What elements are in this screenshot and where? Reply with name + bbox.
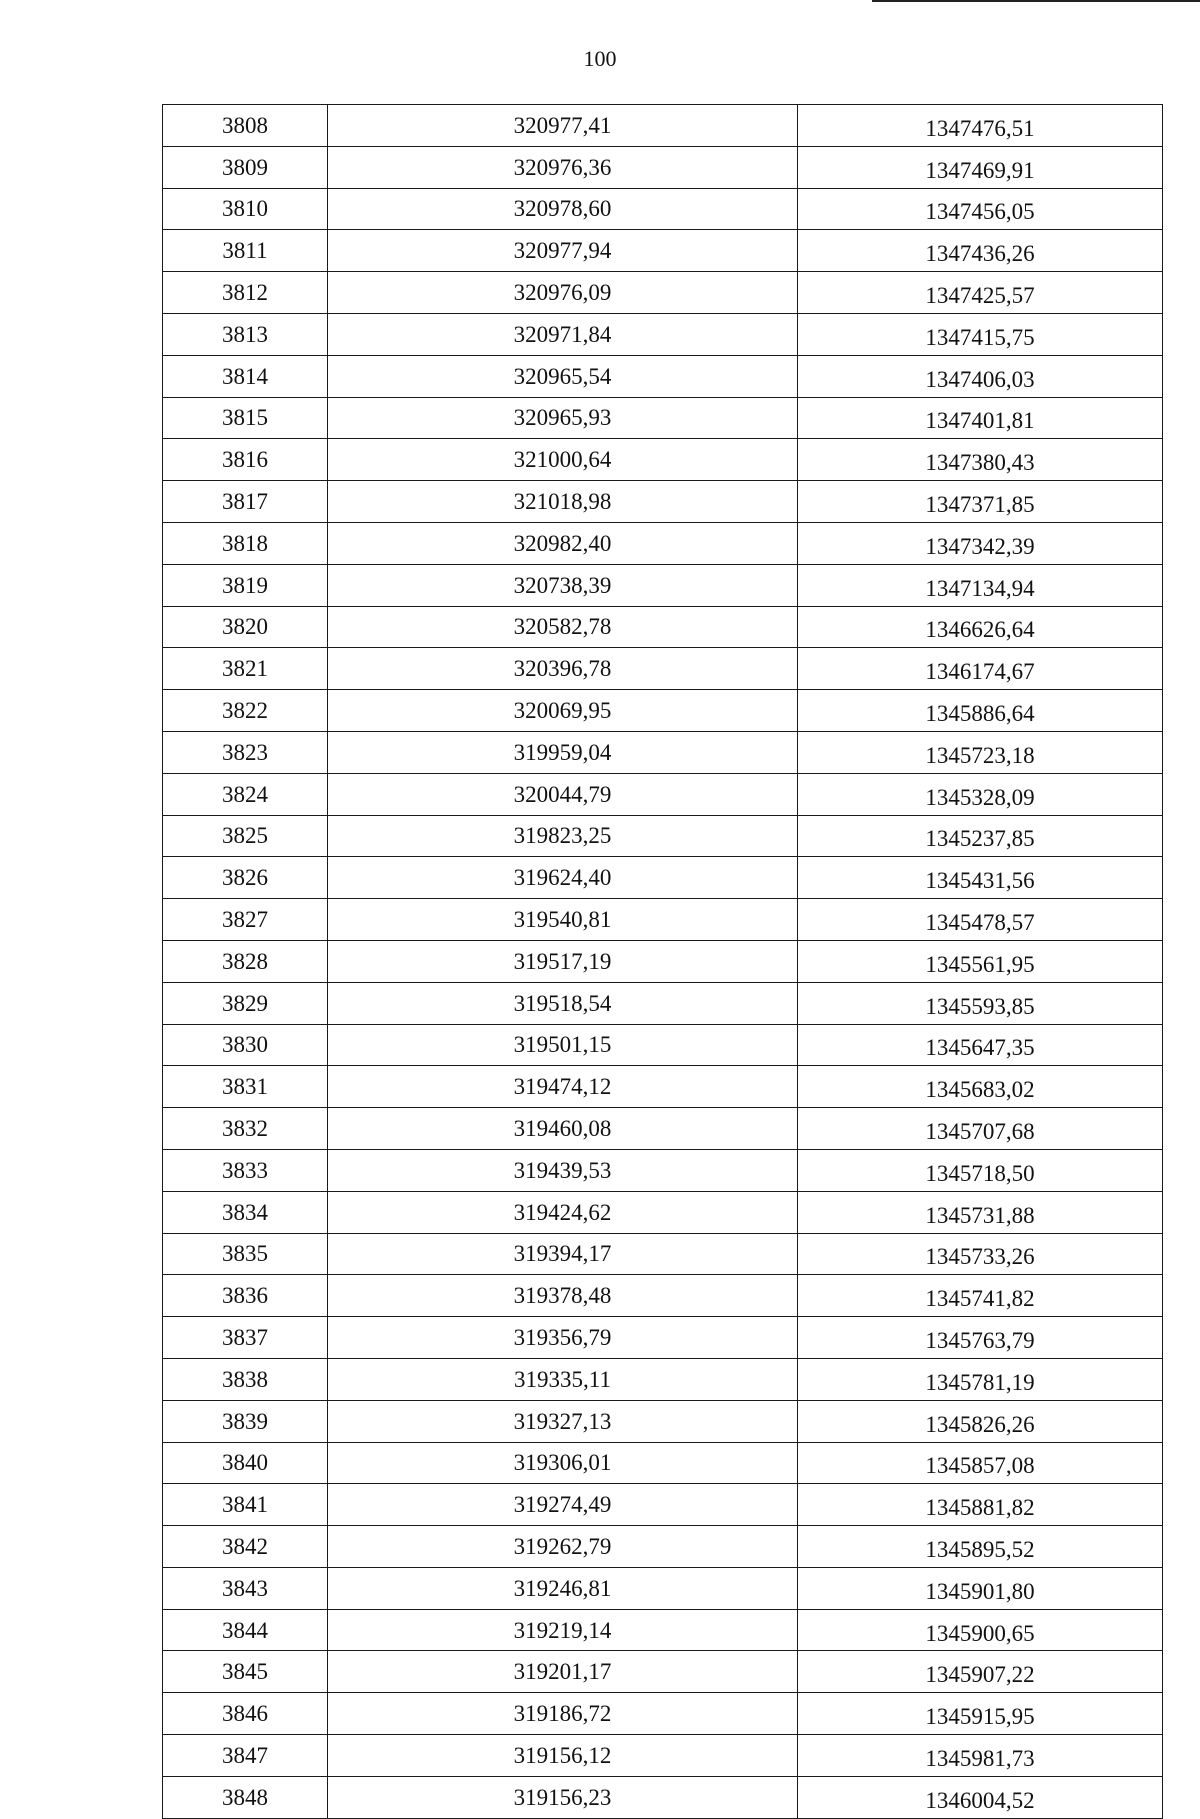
x-coordinate-cell: 319823,25 — [328, 815, 798, 857]
table-row — [163, 731, 1163, 773]
y-coordinate-cell: 1345826,26 — [798, 1400, 1163, 1442]
x-coordinate-cell: 319378,48 — [328, 1275, 798, 1317]
y-coordinate-cell: 1345683,02 — [798, 1066, 1163, 1108]
table-row — [163, 230, 1163, 272]
x-coordinate-cell: 319474,12 — [328, 1066, 798, 1108]
table-row — [163, 606, 1163, 648]
table-row — [163, 313, 1163, 355]
point-number-cell: 3841 — [163, 1484, 328, 1526]
x-coordinate-cell: 319501,15 — [328, 1024, 798, 1066]
point-number-cell: 3827 — [163, 899, 328, 941]
x-coordinate-cell: 319156,23 — [328, 1776, 798, 1818]
y-coordinate-cell: 1345723,18 — [798, 731, 1163, 773]
table-row — [163, 1317, 1163, 1359]
point-number-cell: 3818 — [163, 522, 328, 564]
x-coordinate-cell: 320978,60 — [328, 188, 798, 230]
x-coordinate-cell: 320977,94 — [328, 230, 798, 272]
y-coordinate-cell: 1347406,03 — [798, 355, 1163, 397]
point-number-cell: 3847 — [163, 1735, 328, 1777]
x-coordinate-cell: 320738,39 — [328, 564, 798, 606]
table-row — [163, 815, 1163, 857]
table-row — [163, 1776, 1163, 1818]
point-number-cell: 3837 — [163, 1317, 328, 1359]
table-row — [163, 773, 1163, 815]
x-coordinate-cell: 320971,84 — [328, 313, 798, 355]
x-coordinate-cell: 319517,19 — [328, 940, 798, 982]
table-row — [163, 1149, 1163, 1191]
point-number-cell: 3840 — [163, 1442, 328, 1484]
x-coordinate-cell: 320965,93 — [328, 397, 798, 439]
x-coordinate-cell: 319327,13 — [328, 1400, 798, 1442]
x-coordinate-cell: 319460,08 — [328, 1108, 798, 1150]
table-row — [163, 355, 1163, 397]
y-coordinate-cell: 1347401,81 — [798, 397, 1163, 439]
table-row — [163, 899, 1163, 941]
point-number-cell: 3826 — [163, 857, 328, 899]
x-coordinate-cell: 319356,79 — [328, 1317, 798, 1359]
y-coordinate-cell: 1345900,65 — [798, 1609, 1163, 1651]
table-row — [163, 1609, 1163, 1651]
y-coordinate-cell: 1345733,26 — [798, 1233, 1163, 1275]
point-number-cell: 3839 — [163, 1400, 328, 1442]
y-coordinate-cell: 1345907,22 — [798, 1651, 1163, 1693]
y-coordinate-cell: 1345857,08 — [798, 1442, 1163, 1484]
y-coordinate-cell: 1347371,85 — [798, 481, 1163, 523]
table-row — [163, 1275, 1163, 1317]
point-number-cell: 3833 — [163, 1149, 328, 1191]
x-coordinate-cell: 319306,01 — [328, 1442, 798, 1484]
point-number-cell: 3810 — [163, 188, 328, 230]
table-row — [163, 272, 1163, 314]
point-number-cell: 3831 — [163, 1066, 328, 1108]
y-coordinate-cell: 1346626,64 — [798, 606, 1163, 648]
y-coordinate-cell: 1345731,88 — [798, 1191, 1163, 1233]
point-number-cell: 3843 — [163, 1567, 328, 1609]
x-coordinate-cell: 319394,17 — [328, 1233, 798, 1275]
y-coordinate-cell: 1345647,35 — [798, 1024, 1163, 1066]
y-coordinate-cell: 1346004,52 — [798, 1776, 1163, 1818]
x-coordinate-cell: 319186,72 — [328, 1693, 798, 1735]
page-number: 100 — [583, 46, 617, 71]
y-coordinate-cell: 1347134,94 — [798, 564, 1163, 606]
x-coordinate-cell: 320976,36 — [328, 146, 798, 188]
x-coordinate-cell: 320069,95 — [328, 690, 798, 732]
x-coordinate-cell: 319201,17 — [328, 1651, 798, 1693]
table-row — [163, 1066, 1163, 1108]
point-number-cell: 3813 — [163, 313, 328, 355]
table-row — [163, 1567, 1163, 1609]
x-coordinate-cell: 320965,54 — [328, 355, 798, 397]
y-coordinate-cell: 1345881,82 — [798, 1484, 1163, 1526]
y-coordinate-cell: 1347456,05 — [798, 188, 1163, 230]
y-coordinate-cell: 1345431,56 — [798, 857, 1163, 899]
x-coordinate-cell: 321000,64 — [328, 439, 798, 481]
table-row — [163, 1191, 1163, 1233]
point-number-cell: 3832 — [163, 1108, 328, 1150]
point-number-cell: 3825 — [163, 815, 328, 857]
point-number-cell: 3838 — [163, 1358, 328, 1400]
point-number-cell: 3835 — [163, 1233, 328, 1275]
y-coordinate-cell: 1345237,85 — [798, 815, 1163, 857]
coordinates-table — [162, 104, 1163, 1819]
table-row — [163, 1400, 1163, 1442]
x-coordinate-cell: 319439,53 — [328, 1149, 798, 1191]
table-row — [163, 1108, 1163, 1150]
table-row — [163, 1693, 1163, 1735]
table-row — [163, 1484, 1163, 1526]
x-coordinate-cell: 319518,54 — [328, 982, 798, 1024]
y-coordinate-cell: 1345328,09 — [798, 773, 1163, 815]
table-row — [163, 857, 1163, 899]
table-row — [163, 564, 1163, 606]
point-number-cell: 3817 — [163, 481, 328, 523]
point-number-cell: 3815 — [163, 397, 328, 439]
point-number-cell: 3819 — [163, 564, 328, 606]
point-number-cell: 3811 — [163, 230, 328, 272]
table-row — [163, 522, 1163, 564]
y-coordinate-cell: 1345741,82 — [798, 1275, 1163, 1317]
table-row — [163, 1526, 1163, 1568]
table-row — [163, 1358, 1163, 1400]
y-coordinate-cell: 1345915,95 — [798, 1693, 1163, 1735]
y-coordinate-cell: 1347342,39 — [798, 522, 1163, 564]
x-coordinate-cell: 319540,81 — [328, 899, 798, 941]
table-row — [163, 940, 1163, 982]
point-number-cell: 3808 — [163, 105, 328, 147]
point-number-cell: 3848 — [163, 1776, 328, 1818]
table-row — [163, 1233, 1163, 1275]
top-edge-rule — [872, 0, 1200, 2]
x-coordinate-cell: 319262,79 — [328, 1526, 798, 1568]
point-number-cell: 3822 — [163, 690, 328, 732]
y-coordinate-cell: 1345781,19 — [798, 1358, 1163, 1400]
point-number-cell: 3844 — [163, 1609, 328, 1651]
table-row — [163, 188, 1163, 230]
x-coordinate-cell: 319274,49 — [328, 1484, 798, 1526]
point-number-cell: 3823 — [163, 731, 328, 773]
table-row — [163, 481, 1163, 523]
y-coordinate-cell: 1345895,52 — [798, 1526, 1163, 1568]
x-coordinate-cell: 319424,62 — [328, 1191, 798, 1233]
y-coordinate-cell: 1347469,91 — [798, 146, 1163, 188]
point-number-cell: 3836 — [163, 1275, 328, 1317]
point-number-cell: 3845 — [163, 1651, 328, 1693]
point-number-cell: 3830 — [163, 1024, 328, 1066]
y-coordinate-cell: 1345718,50 — [798, 1149, 1163, 1191]
x-coordinate-cell: 319624,40 — [328, 857, 798, 899]
table-row — [163, 648, 1163, 690]
y-coordinate-cell: 1346174,67 — [798, 648, 1163, 690]
y-coordinate-cell: 1345901,80 — [798, 1567, 1163, 1609]
y-coordinate-cell: 1345763,79 — [798, 1317, 1163, 1359]
x-coordinate-cell: 320044,79 — [328, 773, 798, 815]
y-coordinate-cell: 1347436,26 — [798, 230, 1163, 272]
point-number-cell: 3824 — [163, 773, 328, 815]
table-row — [163, 1651, 1163, 1693]
point-number-cell: 3816 — [163, 439, 328, 481]
y-coordinate-cell: 1345561,95 — [798, 940, 1163, 982]
y-coordinate-cell: 1345707,68 — [798, 1108, 1163, 1150]
y-coordinate-cell: 1345886,64 — [798, 690, 1163, 732]
table-row — [163, 982, 1163, 1024]
point-number-cell: 3834 — [163, 1191, 328, 1233]
y-coordinate-cell: 1347380,43 — [798, 439, 1163, 481]
point-number-cell: 3828 — [163, 940, 328, 982]
point-number-cell: 3820 — [163, 606, 328, 648]
y-coordinate-cell: 1345981,73 — [798, 1735, 1163, 1777]
table-row — [163, 439, 1163, 481]
x-coordinate-cell: 319959,04 — [328, 731, 798, 773]
x-coordinate-cell: 319156,12 — [328, 1735, 798, 1777]
x-coordinate-cell: 319246,81 — [328, 1567, 798, 1609]
point-number-cell: 3842 — [163, 1526, 328, 1568]
table-row — [163, 105, 1163, 147]
x-coordinate-cell: 320396,78 — [328, 648, 798, 690]
x-coordinate-cell: 320982,40 — [328, 522, 798, 564]
x-coordinate-cell: 320976,09 — [328, 272, 798, 314]
table-row — [163, 1442, 1163, 1484]
y-coordinate-cell: 1347415,75 — [798, 313, 1163, 355]
point-number-cell: 3814 — [163, 355, 328, 397]
x-coordinate-cell: 320582,78 — [328, 606, 798, 648]
point-number-cell: 3821 — [163, 648, 328, 690]
point-number-cell: 3812 — [163, 272, 328, 314]
table-row — [163, 1735, 1163, 1777]
x-coordinate-cell: 321018,98 — [328, 481, 798, 523]
y-coordinate-cell: 1347425,57 — [798, 272, 1163, 314]
y-coordinate-cell: 1345478,57 — [798, 899, 1163, 941]
table-row — [163, 690, 1163, 732]
point-number-cell: 3829 — [163, 982, 328, 1024]
coordinates-table-body — [163, 105, 1163, 1819]
x-coordinate-cell: 320977,41 — [328, 105, 798, 147]
point-number-cell: 3809 — [163, 146, 328, 188]
y-coordinate-cell: 1345593,85 — [798, 982, 1163, 1024]
x-coordinate-cell: 319219,14 — [328, 1609, 798, 1651]
table-row — [163, 146, 1163, 188]
x-coordinate-cell: 319335,11 — [328, 1358, 798, 1400]
coordinates-table-container — [162, 104, 1162, 1819]
table-row — [163, 397, 1163, 439]
y-coordinate-cell: 1347476,51 — [798, 105, 1163, 147]
point-number-cell: 3846 — [163, 1693, 328, 1735]
table-row — [163, 1024, 1163, 1066]
